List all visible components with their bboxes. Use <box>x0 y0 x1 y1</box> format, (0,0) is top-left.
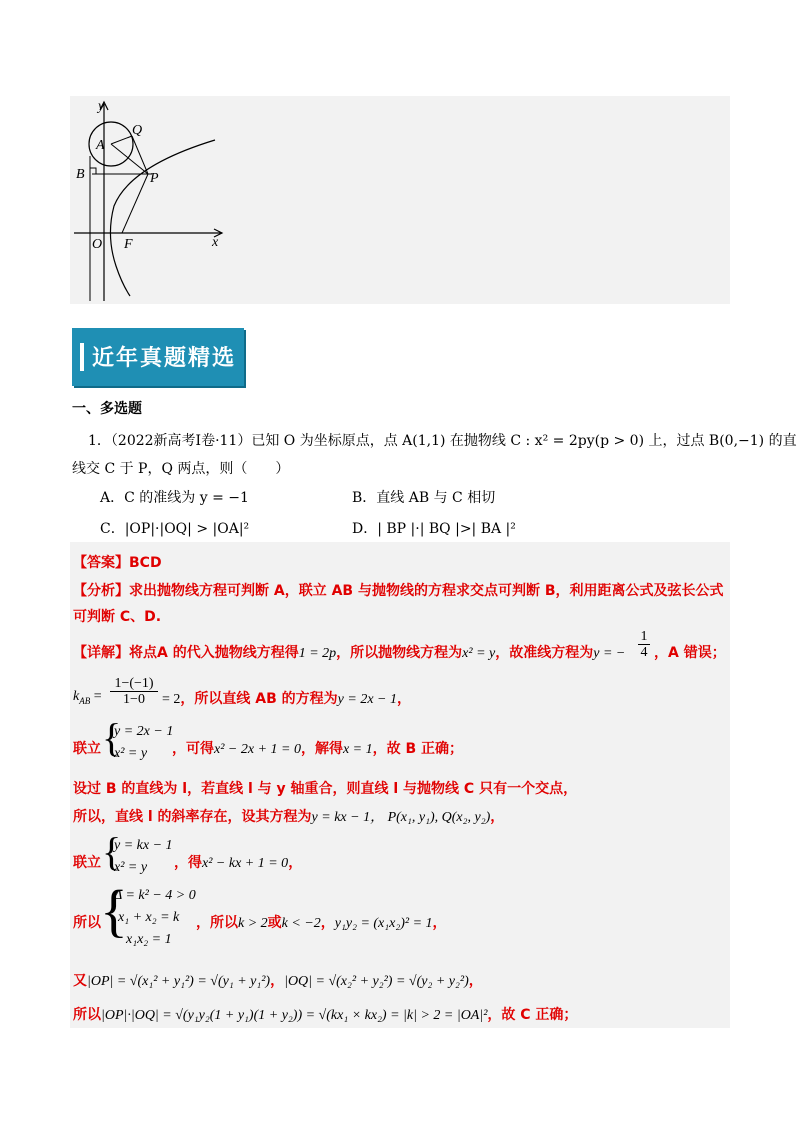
option-a: A．C 的准线为 y = −1 <box>100 490 249 506</box>
op-math-2: |OQ| = √(x₂² + y₂²) = √(y₂ + y₂²) <box>284 974 469 989</box>
kab-numerator: 1−(−1) <box>110 676 158 692</box>
sys3-text-1: ，所以 <box>196 915 238 931</box>
sys2-rest <box>174 852 302 872</box>
sys1-prefix: 联立 <box>73 741 101 757</box>
kab-rest <box>162 688 411 708</box>
banner-title: 近年真题精选 <box>92 346 237 371</box>
option-d: D．| BP |·| BQ |>| BA |² <box>352 521 516 537</box>
label-a: A <box>96 138 105 153</box>
figure-panel <box>70 96 730 304</box>
sys1-rest <box>172 738 463 758</box>
parabola-curve <box>110 140 215 296</box>
segment-pf <box>122 174 148 233</box>
sys3-row-1: Δ = k² − 4 > 0 <box>114 888 196 903</box>
analysis-line-2: 可判断 C、D. <box>73 609 162 625</box>
sys3-text-2: 或 <box>267 915 282 931</box>
sys2-math-1: x² − kx + 1 = 0 <box>202 856 289 871</box>
kab-equation: y = 2x − 1 <box>337 692 397 707</box>
detail-math-1: 1 = 2p <box>298 646 337 661</box>
label-f: F <box>124 237 133 252</box>
detail-line-1 <box>73 642 625 662</box>
right-angle-mark <box>90 168 96 174</box>
sys2-row-2: x² = y <box>114 860 148 875</box>
question-line-2: 线交 C 于 P，Q 两点，则（ ） <box>72 461 290 477</box>
detail-text-1: ，所以抛物线方程为 <box>336 645 463 661</box>
section-banner <box>72 328 244 386</box>
kab-text: ，所以直线 AB 的方程为 <box>180 691 338 707</box>
segment-ap <box>111 144 148 174</box>
sys1-row-2: x² = y <box>114 746 148 761</box>
sys1-text-2: ，解得 <box>300 741 343 757</box>
op-prefix: 又 <box>73 973 87 989</box>
line-l-1: 设过 B 的直线为 l，若直线 l 与 y 轴重合，则直线 l 与抛物线 C 只有一个交点， <box>73 781 578 797</box>
op-line <box>73 970 483 990</box>
sys3-prefix: 所以 <box>73 915 101 931</box>
segment-qp <box>132 136 148 174</box>
label-q: Q <box>132 123 143 138</box>
detail-text-3: ，A 错误； <box>654 645 726 661</box>
analysis-line-1: 【分析】求出抛物线方程可判断 A，联立 AB 与抛物线的方程求交点可判断 B，利用距离公式及弦长公式 <box>73 583 724 599</box>
answer-line: 【答案】BCD <box>73 555 162 571</box>
op-math-1: |OP| = √(x₁² + y₁²) = √(y₁ + y₁²) <box>87 974 271 989</box>
label-x: x <box>212 235 219 250</box>
question-line-1: 1．（2022新高考Ⅰ卷·11）已知 O 为坐标原点，点 A(1,1) 在抛物线 C : x² = 2py(p > 0) 上，过点 B(0,−1) 的直 <box>88 433 797 449</box>
kab-sub: AB <box>79 695 91 706</box>
kab-fraction <box>110 676 158 708</box>
label-p: P <box>150 171 159 186</box>
sys3-brace: { <box>100 878 128 943</box>
sys3-text-3: ， <box>320 915 335 931</box>
sys2-prefix: 联立 <box>73 855 101 871</box>
sys2-brace: { <box>102 829 122 874</box>
sys1-brace: { <box>102 715 122 760</box>
sys3-math-2: k < −2 <box>281 916 321 931</box>
sys1-text-1: ，可得 <box>172 741 214 757</box>
sys3-row-2: x₁ + x₂ = k <box>118 910 180 925</box>
line-l-2 <box>73 806 504 826</box>
banner-accent-bar <box>80 343 84 371</box>
fraction-numerator: 1 <box>638 630 650 645</box>
label-y: y <box>98 99 105 114</box>
parabola-diagram <box>70 96 730 304</box>
line-l-2-points: ， P(x₁, y₁), Q(x₂, y₂) <box>370 810 491 825</box>
detail-head: 【详解】将点A 的代入抛物线方程得 <box>73 645 299 661</box>
section-title: 一、多选题 <box>72 401 142 417</box>
option-c: C．|OP|·|OQ| > |OA|² <box>100 521 250 537</box>
kab-line: $k_{AB}$ = <box>73 689 102 706</box>
label-b: B <box>76 167 85 182</box>
final-text: ，故 C 正确； <box>487 1007 578 1023</box>
line-l-2-end: ， <box>490 809 505 825</box>
sys2-end: ， <box>288 855 303 871</box>
label-o: O <box>92 237 103 252</box>
op-text-1: ， <box>270 973 285 989</box>
fraction-denominator: 4 <box>640 645 648 660</box>
final-line <box>73 1004 577 1024</box>
sys1-math-1: x² − 2x + 1 = 0 <box>214 742 301 757</box>
sys1-text-3: ，故 B 正确； <box>372 741 464 757</box>
sys1-math-2: x = 1 <box>342 742 373 757</box>
sys1-row-1: y = 2x − 1 <box>114 724 174 739</box>
sys2-row-1: y = kx − 1 <box>114 838 173 853</box>
final-math: |OP|·|OQ| = √(y₁y₂(1 + y₁)(1 + y₂)) = √(kx₁ × kx₂) = |k| > 2 = |OA|² <box>101 1008 488 1023</box>
sys2-text-1: ，得 <box>174 855 202 871</box>
sys3-end: ， <box>432 915 447 931</box>
sys3-math-3: y₁y₂ = (x₁x₂)² = 1 <box>334 916 433 931</box>
kab-lhs: k <box>73 689 80 704</box>
kab-denominator: 1−0 <box>123 692 145 707</box>
sys3-rest <box>196 912 447 932</box>
detail-math-3: y = − <box>593 646 626 661</box>
kab-end: ， <box>397 691 411 707</box>
detail-text-2: ，故准线方程为 <box>495 645 594 661</box>
detail-math-2: x² = y <box>462 646 496 661</box>
detail-fraction <box>638 630 650 661</box>
final-prefix: 所以 <box>73 1007 101 1023</box>
option-b: B．直线 AB 与 C 相切 <box>352 490 496 506</box>
sys3-math-1: k > 2 <box>238 916 268 931</box>
sys3-row-3: x₁x₂ = 1 <box>126 932 172 947</box>
line-l-2-text: 所以，直线 l 的斜率存在，设其方程为 <box>73 809 312 825</box>
kab-rhs: = 2 <box>162 692 181 707</box>
line-l-2-math: y = kx − 1 <box>311 810 371 825</box>
op-end: ， <box>468 973 483 989</box>
segment-aq <box>111 136 132 144</box>
